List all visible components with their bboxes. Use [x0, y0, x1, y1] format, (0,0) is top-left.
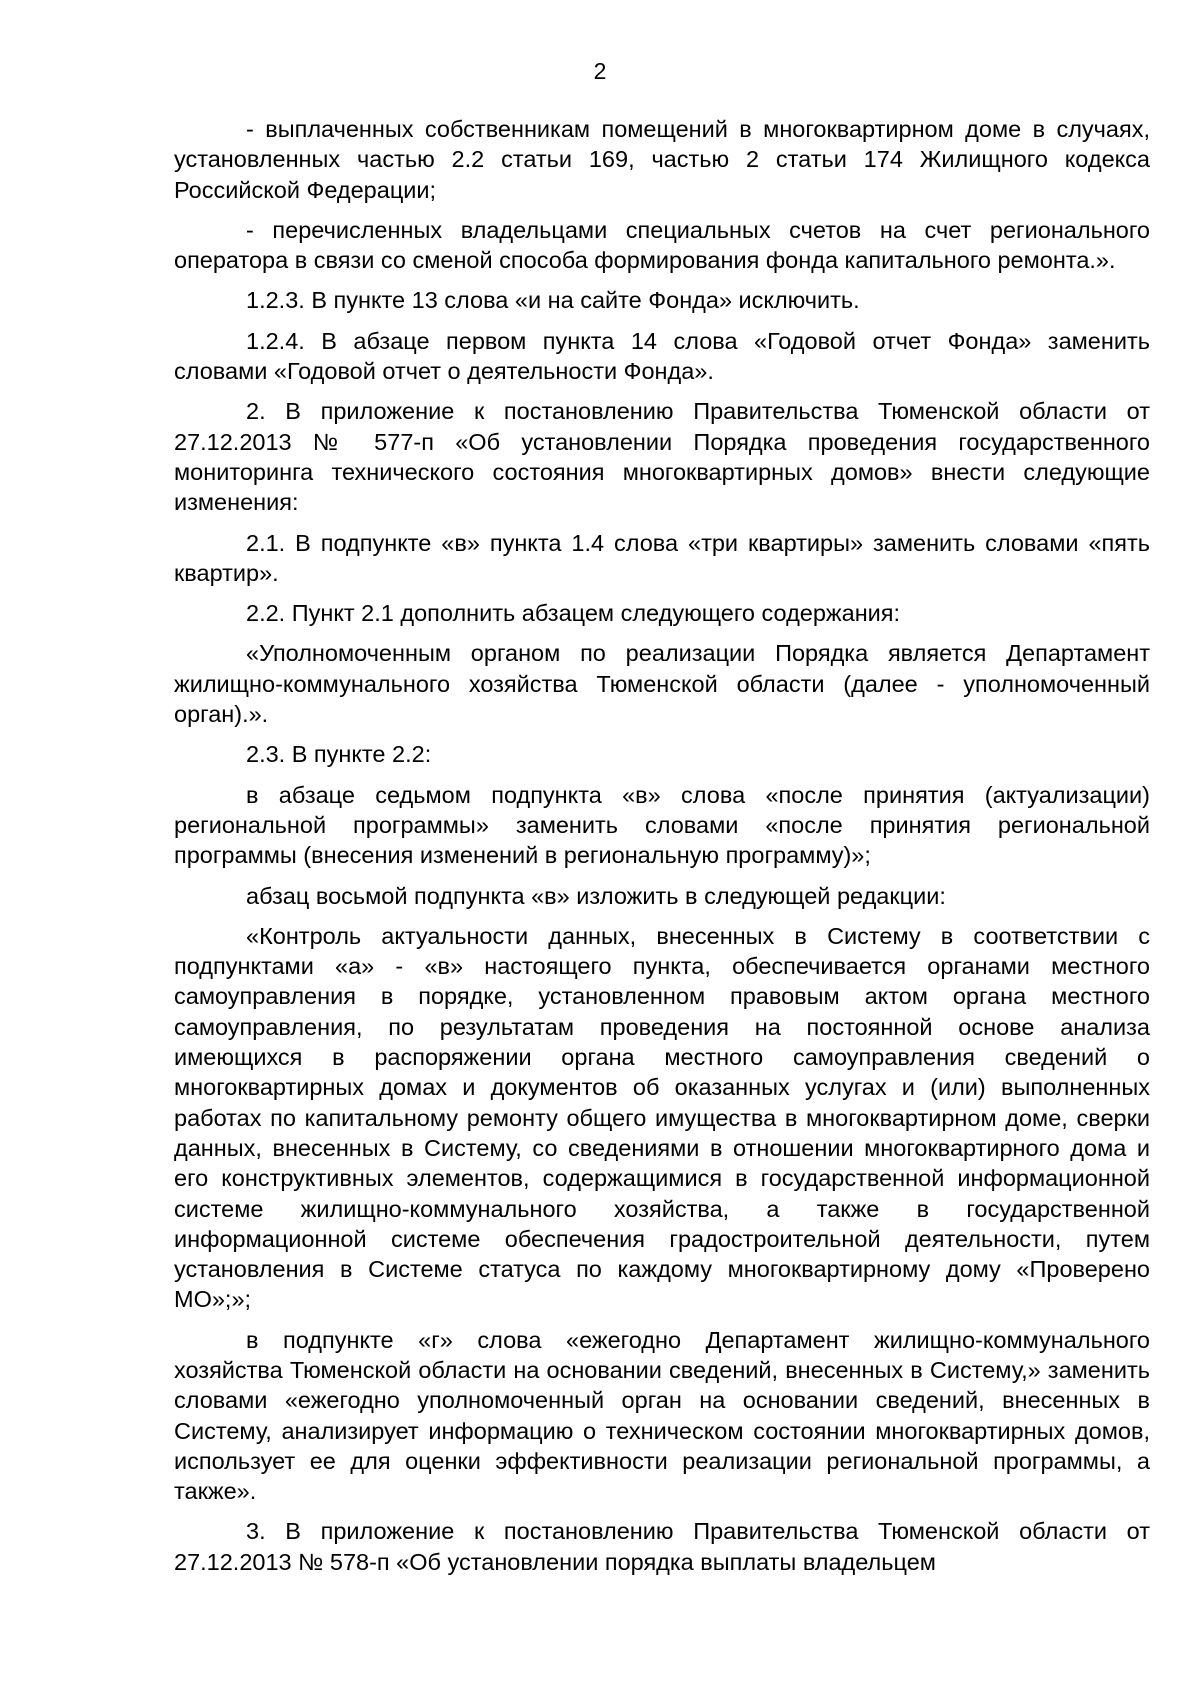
paragraph: 2.3. В пункте 2.2:: [246, 741, 432, 768]
document-body: [174, 114, 1150, 1587]
paragraph: 2.2. Пункт 2.1 дополнить абзацем следующего содержания:: [246, 600, 901, 627]
paragraph: 1.2.3. В пункте 13 слова «и на сайте Фонда» исключить.: [246, 287, 860, 314]
paragraph: 3. В приложение к постановлению Правительства Тюменской области от 27.12.2013 № 578-п «Об установлении порядка выплаты владельцем: [174, 1518, 1150, 1575]
paragraph: - выплаченных собственникам помещений в многоквартирном доме в случаях, установленных частью 2.2 статьи 169, частью 2 статьи 174 Жилищного кодекса Российской Федерации;: [174, 116, 1150, 203]
paragraph: 1.2.4. В абзаце первом пункта 14 слова «Годовой отчет Фонда» заменить словами «Годовой отчет о деятельности Фонда».: [174, 327, 1150, 385]
paragraph: «Уполномоченным органом по реализации Порядка является Департамент жилищно-коммунального хозяйства Тюменской области (далее - уполномоченный орган).».: [174, 640, 1150, 728]
page-number: 2: [593, 58, 607, 84]
paragraph: абзац восьмой подпункта «в» изложить в следующей редакции:: [246, 882, 946, 909]
paragraph: - перечисленных владельцами специальных счетов на счет регионального оператора в связи со сменой способа формирования фонда капитального ремонта.».: [174, 216, 1150, 274]
paragraph: 2. В приложение к постановлению Правительства Тюменской области от 27.12.2013 № 577-п «Об установлении Порядка проведения государственного мониторинга технического состояния многоквартирных домов» внести следующие изменения:: [174, 398, 1150, 516]
paragraph: в абзаце седьмом подпункта «в» слова «после принятия (актуализации) региональной программы» заменить словами «после принятия региональной программы (внесения изменений в региональную программу)»;: [174, 781, 1150, 869]
paragraph: в подпункте «г» слова «ежегодно Департамент жилищно-коммунального хозяйства Тюменской области на основании сведений, внесенных в Систему,» заменить словами «ежегодно уполномоченный орган на основании сведений, внесенных в Систему, анализирует информацию о техническом состоянии многоквартирных домов, использует ее для оценки эффективности реализации региональной программы, а также».: [174, 1326, 1150, 1505]
paragraph: «Контроль актуальности данных, внесенных в Систему в соответствии с подпунктами «а» - «в» настоящего пункта, обеспечивается органами местного самоуправления в порядке, установленном правовым актом органа местного самоуправления, по результатам проведения на постоянной основе анализа имеющихся в распоряжении органа местного самоуправления сведений о многоквартирных домах и документов об оказанных услугах и (или) выполненных работах по капитальному ремонту общего имущества в многоквартирном доме, сверки данных, внесенных в Систему, со сведениями в отношении многоквартирного дома и его конструктивных элементов, содержащимися в государственной информационной системе жилищно-коммунального хозяйства, а также в государственной информационной системе обеспечения градостроительной деятельности, путем установления в Системе статуса по каждому многоквартирному дому «Проверено МО»;»;: [174, 922, 1150, 1313]
paragraph: 2.1. В подпункте «в» пункта 1.4 слова «три квартиры» заменить словами «пять квартир».: [174, 529, 1150, 586]
